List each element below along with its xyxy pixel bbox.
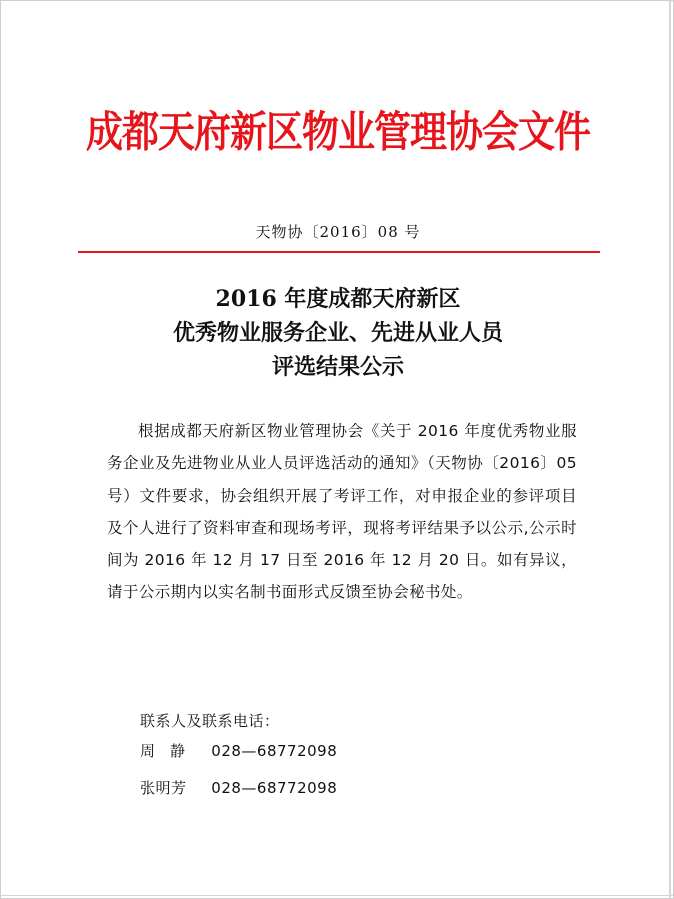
contact-phone: 028—68772098 xyxy=(211,779,338,797)
contact-label: 联系人及联系电话： xyxy=(140,712,280,730)
title-line-2: 优秀物业服务企业、先进从业人员 xyxy=(172,320,503,346)
title-line-1: 2016 年度成都天府新区 xyxy=(215,286,461,312)
body-paragraph: 根据成都天府新区物业管理协会《关于 2016 年度优秀物业服务企业及先进物业从业人员评选活动的通知》（天物协〔2016〕05 号）文件要求，协会组织开展了考评工作，对申报企业的参评项目及个人进行了资料审查和现场考评，现将考评结果予以公示,公示时间为 2016 年 12 月 17 日至 2016 年 12 月 20 日。如有异议，请于公示期内以实名制书面形式反馈至协会秘书处。 xyxy=(107,422,577,602)
contact-name: 周静 xyxy=(140,742,201,760)
contact-name: 张明芳 xyxy=(140,779,187,797)
contact-row xyxy=(140,739,337,763)
document-number: 天物协〔2016〕08 号 xyxy=(255,223,421,241)
red-divider-line xyxy=(78,251,600,253)
contact-phone: 028—68772098 xyxy=(211,742,338,760)
masthead-title: 成都天府新区物业管理协会文件 xyxy=(86,106,590,157)
title-line-3: 评选结果公示 xyxy=(271,354,404,380)
page-edge-bottom xyxy=(1,895,673,896)
contact-row xyxy=(140,776,337,800)
